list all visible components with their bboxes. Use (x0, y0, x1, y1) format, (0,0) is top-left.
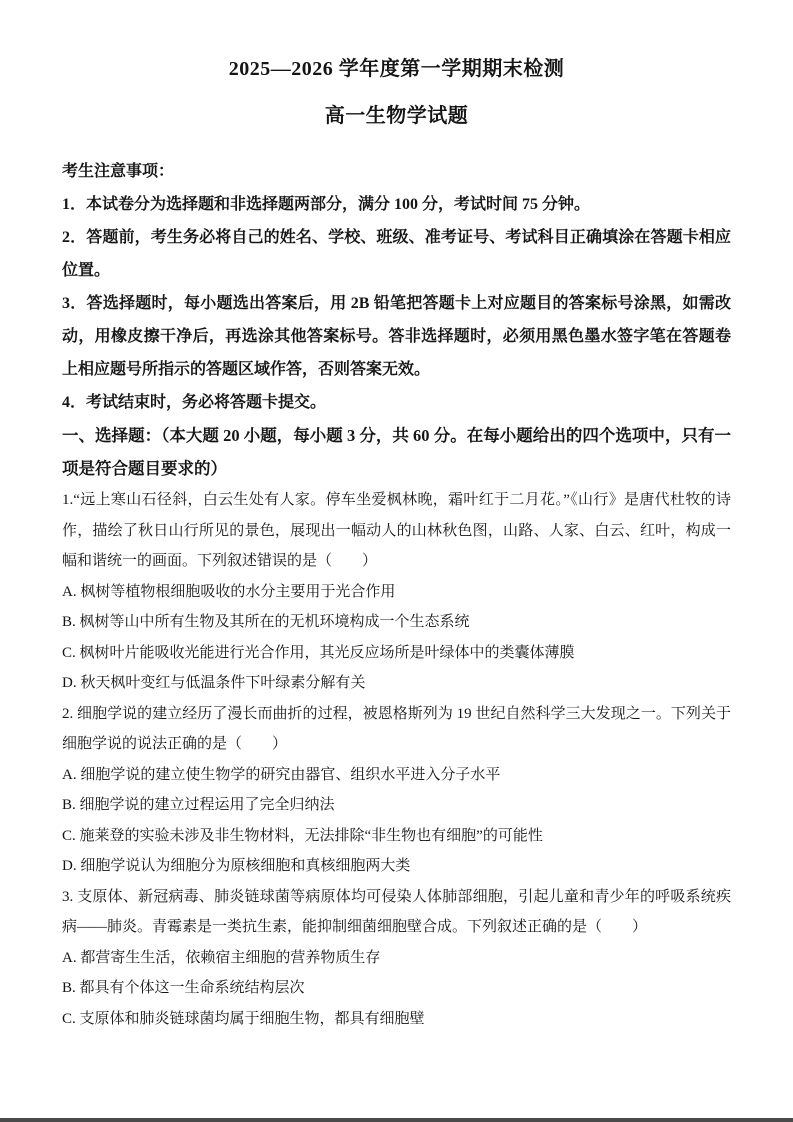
exam-subtitle: 高一生物学试题 (324, 105, 469, 127)
question-2-option-d: D. 细胞学说认为细胞分为原核细胞和真核细胞两大类 (62, 858, 411, 874)
question-1-stem: 1.“远上寒山石径斜，白云生处有人家。停车坐爱枫林晚，霜叶红于二月花。”《山行》是唐代杜牧的诗作，描绘了秋日山行所见的景色，展现出一幅动人的山林秋色图，山路、人家、白云、红叶，构成一幅和谐统一的画面。下列叙述错误的是（ ） (62, 492, 731, 569)
notice-heading: 考生注意事项： (62, 163, 175, 180)
exam-title: 2025—2026 学年度第一学期期末检测 (228, 58, 565, 80)
notice-item-3: 3．答选择题时，每小题选出答案后，用 2B 铅笔把答题卡上对应题目的答案标号涂黑，如需改动，用橡皮擦干净后，再选涂其他答案标号。答非选择题时，必须用黑色墨水签字笔在答题卷上相应题号所指示的答题区域作答，否则答案无效。 (62, 295, 731, 378)
section-heading-multiple-choice: 一、选择题：（本大题 20 小题，每小题 3 分，共 60 分。在每小题给出的四个选项中，只有一项是符合题目要求的） (62, 426, 731, 478)
question-1-option-a: A. 枫树等植物根细胞吸收的水分主要用于光合作用 (62, 583, 396, 600)
question-3-option-a: A. 都营寄生生活，依赖宿主细胞的营养物质生存 (62, 949, 381, 966)
question-2-stem: 2. 细胞学说的建立经历了漫长而曲折的过程，被恩格斯列为 19 世纪自然科学三大发现之一。下列关于细胞学说的说法正确的是（ ） (62, 705, 731, 752)
notice-item-1: 1．本试卷分为选择题和非选择题两部分，满分 100 分，考试时间 75 分钟。 (62, 196, 591, 213)
question-1-option-c: C. 枫树叶片能吸收光能进行光合作用，其光反应场所是叶绿体中的类囊体薄膜 (62, 644, 575, 661)
notice-item-4: 4．考试结束时，务必将答题卡提交。 (62, 394, 327, 411)
question-1-option-d: D. 秋天枫叶变红与低温条件下叶绿素分解有关 (62, 675, 366, 691)
notice-item-2: 2．答题前，考生务必将自己的姓名、学校、班级、准考证号、考试科目正确填涂在答题卡相应位置。 (62, 229, 731, 279)
question-2-option-c: C. 施莱登的实验未涉及非生物材料，无法排除“非生物也有细胞”的可能性 (62, 827, 543, 844)
question-3 (62, 882, 731, 1035)
page-bottom-divider (0, 1118, 793, 1122)
question-3-option-c: C. 支原体和肺炎链球菌均属于细胞生物，都具有细胞壁 (62, 1010, 425, 1027)
question-2-option-a: A. 细胞学说的建立使生物学的研究由器官、组织水平进入分子水平 (62, 766, 501, 783)
question-2 (62, 699, 731, 882)
question-3-stem: 3. 支原体、新冠病毒、肺炎链球菌等病原体均可侵染人体肺部细胞，引起儿童和青少年的呼吸系统疾病——肺炎。青霉素是一类抗生素，能抑制细菌细胞壁合成。下列叙述正确的是（ ） (62, 888, 731, 935)
question-1 (62, 485, 731, 699)
question-2-option-b: B. 细胞学说的建立过程运用了完全归纳法 (62, 797, 335, 813)
question-3-option-b: B. 都具有个体这一生命系统结构层次 (62, 980, 305, 996)
question-1-option-b: B. 枫树等山中所有生物及其所在的无机环境构成一个生态系统 (62, 614, 470, 630)
notice-section (62, 155, 731, 419)
